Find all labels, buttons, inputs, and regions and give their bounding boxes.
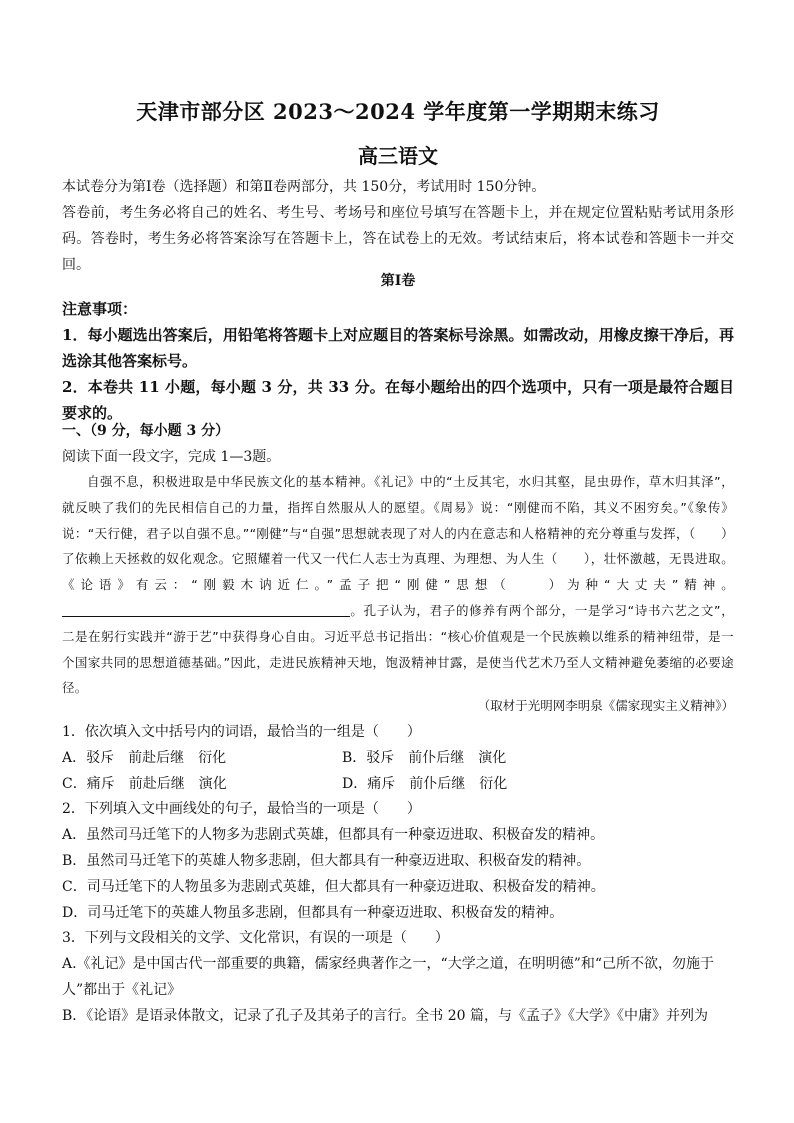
exam-subtitle: 高三语文 xyxy=(358,144,438,168)
exam-intro xyxy=(62,174,734,278)
option-row xyxy=(62,772,734,798)
option: D．痛斥 前仆后继 衍化 xyxy=(342,775,508,792)
option: C．痛斥 前赴后继 演化 xyxy=(62,775,227,792)
option: A.《礼记》是中国古代一部重要的典籍，儒家经典著作之一，“大学之道，在明明德”和“己所不欲，勿施于人”都出于《礼记》 xyxy=(62,956,715,998)
intro-paragraph: 本试卷分为第Ⅰ卷（选择题）和第Ⅱ卷两部分，共 150分，考试用时 150分钟。 xyxy=(62,179,546,195)
exam-title: 天津市部分区 2023～2024 学年度第一学期期末练习 xyxy=(136,99,660,124)
question-stem: 2．下列填入文中画线处的句子，最恰当的一项是（ ） xyxy=(62,801,421,818)
passage-paragraph xyxy=(62,469,734,701)
notes-block xyxy=(62,296,734,426)
notes-item: 2．本卷共 11 小题，每小题 3 分，共 33 分。在每小题给出的四个选项中，只有一项是最符合题目要求的。 xyxy=(62,378,734,422)
option: D．司马迁笔下的英雄人物虽多悲剧，但都具有一种豪迈进取、积极奋发的精神。 xyxy=(62,904,564,921)
question-stem: 1．依次填入文中括号内的词语，最恰当的一组是（ ） xyxy=(62,724,421,740)
notes-heading: 注意事项： xyxy=(62,300,138,318)
read-instruction: 阅读下面一段文字，完成 1—3题。 xyxy=(62,449,281,465)
intro-paragraph: 答卷前，考生务必将自己的姓名、考生号、考场号和座位号填写在答题卡上，并在规定位置粘贴考试用条形码。答卷时，考生务必将答案涂写在答题卡上，答在试卷上的无效。考试结束后，将本试卷和答题卡一并交回。 xyxy=(62,205,734,273)
passage-text: 自强不息，积极进取是中华民族文化的基本精神。《礼记》中的“土反其宅，水归其壑，昆虫毋作，草木归其泽”，就反映了我们的先民相信自己的力量，指挥自然服从人的愿望。《周易》说：“刚健而不陷，其义不困穷矣。”《象传》说：“天行健，君子以自强不息。”“刚健”与“自强”思想就表现了对人的内在意志和人格精神的充分尊重与发挥，（ ）了依赖上天拯救的奴化观念。它照耀着一代又一代仁人志士为真理、为理想、为人生（ ），壮怀激越，无畏进取。《论语》有云：“刚毅木讷近仁。”孟子把“刚健”思想（ ）为种“大丈夫”精神。 xyxy=(62,474,734,593)
option: A．虽然司马迁笔下的人物多为悲剧式英雄，但都具有一种豪迈进取、积极奋发的精神。 xyxy=(62,827,605,844)
passage-source: （取材于光明网李明泉《儒家现实主义精神》） xyxy=(477,698,734,713)
option: B．《论语》是语录体散文，记录了孔子及其弟子的言行。全书 20 篇，与《孟子》《大学》《中庸》并列为 xyxy=(62,1007,709,1024)
passage-text: 。孔子认为，君子的修养有两个部分，一是学习“诗书六艺之文”，二是在躬行实践并“游于艺”中获得身心自由。习近平总书记指出：“核心价值观是一个民族赖以维系的精神纽带，是一个国家共同的思想道德基础。”因此，走进民族精神天地，饱汲精神甘露，是使当代艺术乃至人文精神避免萎缩的必要途径。 xyxy=(62,602,734,696)
option: A．驳斥 前赴后继 衍化 xyxy=(62,749,227,766)
fill-blank-underline xyxy=(62,602,350,617)
option-row xyxy=(62,746,734,772)
section-heading: 一、（9 分，每小题 3 分） xyxy=(62,423,230,439)
questions xyxy=(62,720,734,1030)
volume-heading: 第Ⅰ卷 xyxy=(380,273,416,289)
notes-item: 1．每小题选出答案后，用铅笔将答题卡上对应题目的答案标号涂黑。如需改动，用橡皮擦干净后，再选涂其他答案标号。 xyxy=(62,326,734,370)
option: B．驳斥 前仆后继 演化 xyxy=(342,749,507,766)
reading-passage xyxy=(62,469,734,701)
question-stem: 3．下列与文段相关的文学、文化常识，有误的一项是（ ） xyxy=(62,930,449,947)
option: B．虽然司马迁笔下的英雄人物多悲剧，但大都具有一种豪迈进取、积极奋发的精神。 xyxy=(62,852,591,869)
option: C．司马迁笔下的人物虽多为悲剧式英雄，但大都具有一种豪迈进取、积极奋发的精神。 xyxy=(62,878,605,895)
